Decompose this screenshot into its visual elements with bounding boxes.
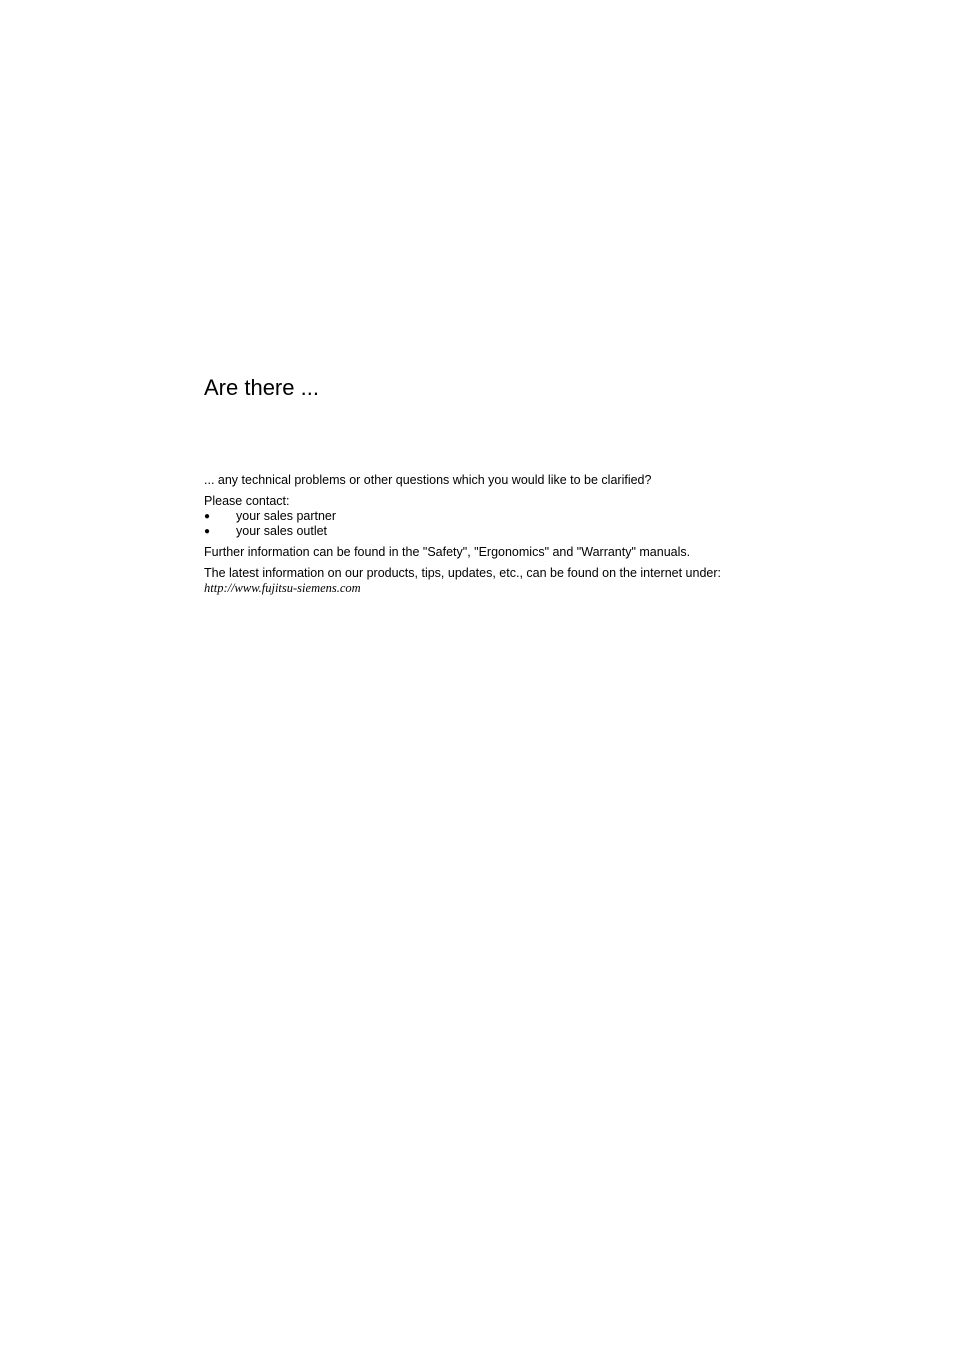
page-heading: Are there ...: [204, 375, 319, 400]
bullet-icon: ●: [204, 511, 211, 522]
further-info-paragraph: Further information can be found in the "Safety", "Ergonomics" and "Warranty" manuals.: [204, 545, 691, 559]
list-item-text: your sales partner: [236, 509, 337, 523]
body-text: [204, 473, 804, 596]
contact-list: [204, 509, 804, 539]
list-item: [204, 509, 804, 524]
website-link[interactable]: [204, 581, 804, 596]
website-url[interactable]: http://www.fujitsu-siemens.com: [204, 581, 361, 595]
bullet-icon: ●: [204, 526, 211, 537]
list-item: [204, 524, 804, 539]
list-item-text: your sales outlet: [236, 524, 328, 538]
intro-paragraph: ... any technical problems or other questions which you would like to be clarified?: [204, 473, 652, 487]
contact-label: Please contact:: [204, 494, 290, 508]
latest-info-paragraph: The latest information on our products, tips, updates, etc., can be found on the internet under:: [204, 566, 721, 580]
